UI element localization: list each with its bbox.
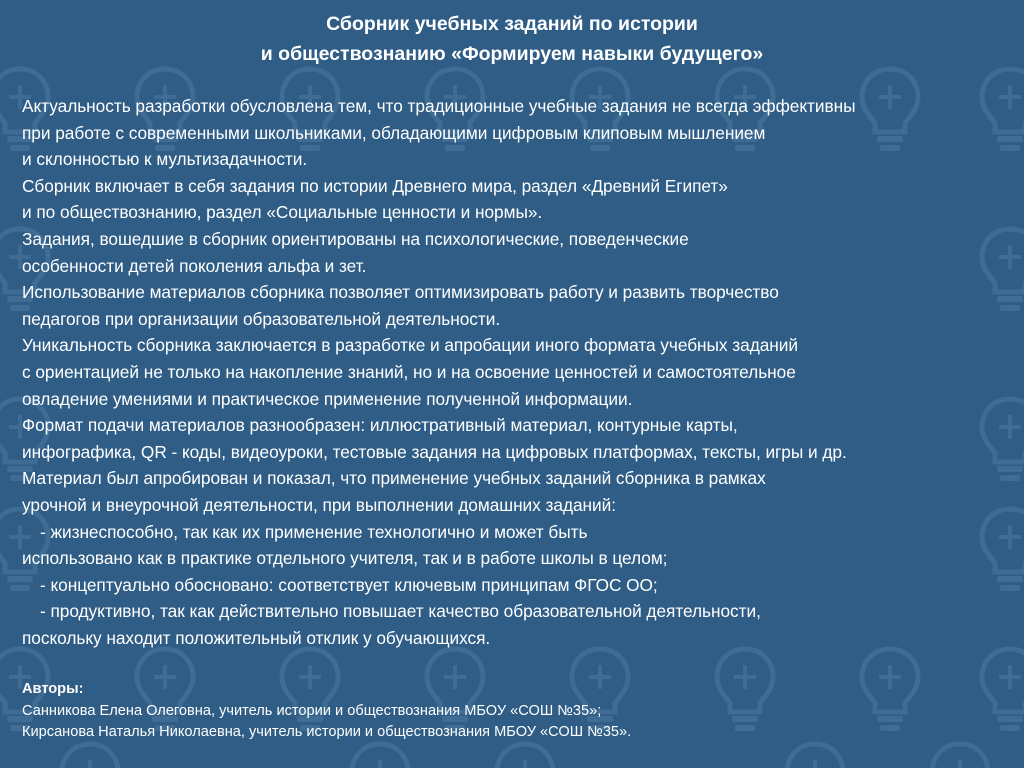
authors-section [22, 679, 1002, 744]
body-line: Задания, вошедшие в сборник ориентированы на психологические, поведенческие [22, 228, 689, 249]
author-line: Кирсанова Наталья Николаевна, учитель истории и обществознания МБОУ «СОШ №35». [22, 724, 632, 741]
body-line: поскольку находит положительный отклик у обучающихся. [22, 627, 491, 648]
body-line: педагогов при организации образовательной деятельности. [22, 308, 501, 329]
body-line: и склонностью к мультизадачности. [22, 149, 308, 170]
body-line: Использование материалов сборника позволяет оптимизировать работу и развить творчество [22, 282, 779, 303]
body-line: с ориентацией не только на накопление знаний, но и на освоение ценностей и самостоятельное [22, 361, 796, 382]
body-line: Уникальность сборника заключается в разработке и апробации иного формата учебных заданий [22, 335, 798, 356]
body-line: при работе с современными школьниками, обладающими цифровым клиповым мышлением [22, 122, 766, 143]
title-line-1: Сборник учебных заданий по истории [326, 13, 698, 35]
body-line: овладение умениями и практическое применение полученной информации. [22, 388, 633, 409]
body-line: Формат подачи материалов разнообразен: иллюстративный материал, контурные карты, [22, 415, 738, 436]
body-line: Сборник включает в себя задания по истории Древнего мира, раздел «Древний Египет» [22, 175, 728, 196]
page-title [22, 9, 1002, 69]
list-item: - продуктивно, так как действительно повышает качество образовательной деятельности, [40, 601, 761, 622]
body-line: урочной и внеурочной деятельности, при выполнении домашних заданий: [22, 494, 616, 515]
body-text [22, 93, 1002, 651]
authors-heading: Авторы: [22, 681, 84, 698]
document [0, 9, 1024, 744]
body-line: инфографика, QR - коды, видеоуроки, тестовые задания на цифровых платформах, тексты, игры и др. [22, 441, 847, 462]
body-line: использовано как в практике отдельного учителя, так и в работе школы в целом; [22, 548, 668, 569]
body-line: и по обществознанию, раздел «Социальные ценности и нормы». [22, 202, 543, 223]
body-line: Актуальность разработки обусловлена тем, что традиционные учебные задания не всегда эффективны [22, 96, 856, 116]
author-line: Санникова Елена Олеговна, учитель истории и обществознания МБОУ «СОШ №35»; [22, 702, 602, 719]
list-item: - жизнеспособно, так как их применение технологично и может быть [40, 521, 588, 542]
title-line-2: и обществознанию «Формируем навыки будущего» [260, 43, 764, 65]
body-line: особенности детей поколения альфа и зет. [22, 255, 367, 276]
list-item: - концептуально обосновано: соответствует ключевым принципам ФГОС ОО; [40, 574, 658, 595]
body-line: Материал был апробирован и показал, что применение учебных заданий сборника в рамках [22, 468, 766, 489]
